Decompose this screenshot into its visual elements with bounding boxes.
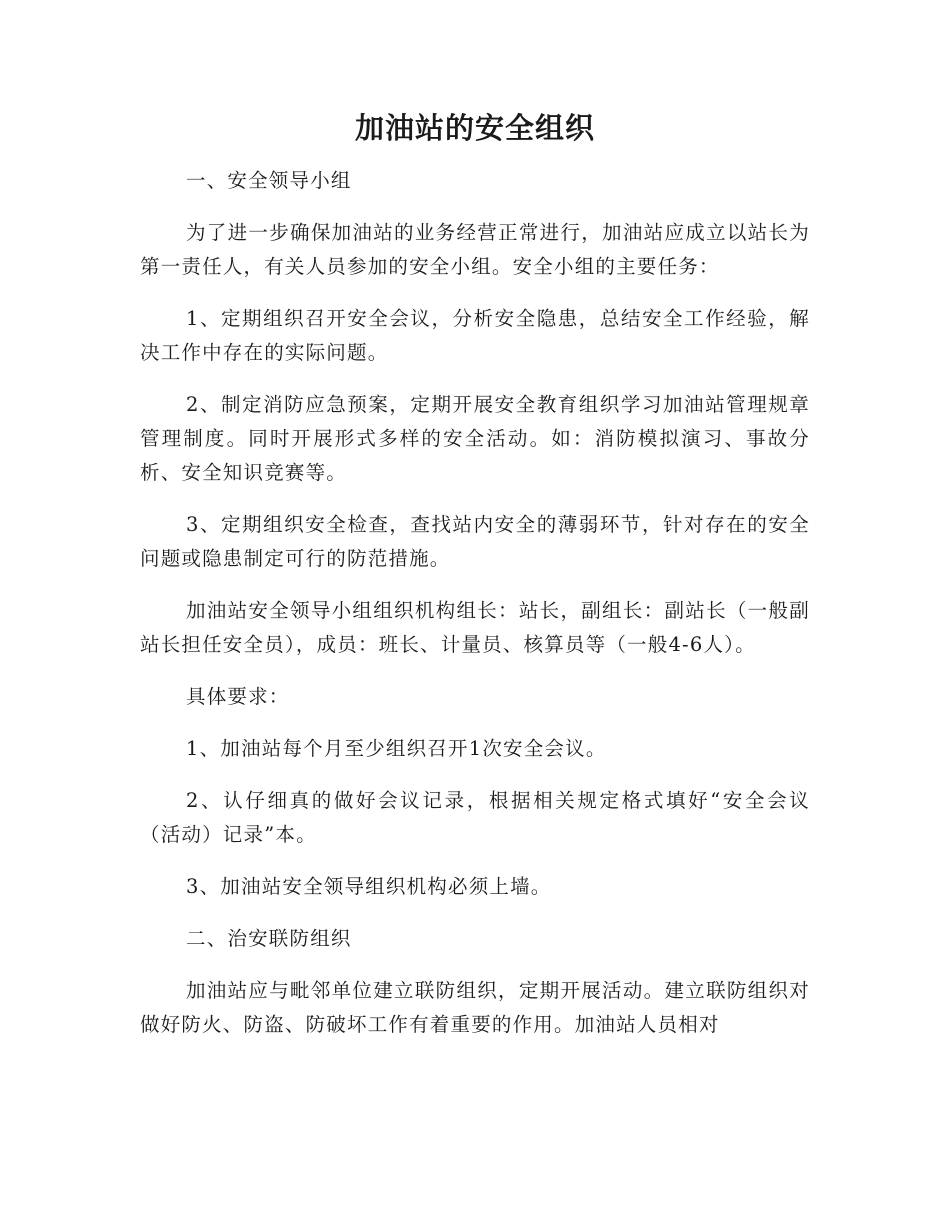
section-heading-security-joint-defense: 二、治安联防组织 bbox=[186, 927, 352, 950]
paragraph-intro: 为了进一步确保加油站的业务经营正常进行，加油站应成立以站长为第一责任人，有关人员参加的安全小组。安全小组的主要任务： bbox=[140, 221, 810, 278]
list-item-requirement-2: 2、认仔细真的做好会议记录，根据相关规定格式填好“安全会议（活动）记录”本。 bbox=[140, 789, 810, 846]
paragraph-joint-defense: 加油站应与毗邻单位建立联防组织，定期开展活动。建立联防组织对做好防火、防盗、防破坏工作有着重要的作用。加油站人员相对 bbox=[140, 979, 810, 1036]
list-item-task-2: 2、制定消防应急预案，定期开展安全教育组织学习加油站管理规章管理制度。同时开展形式多样的安全活动。如：消防模拟演习、事故分析、安全知识竞赛等。 bbox=[140, 393, 810, 484]
section-heading-safety-leadership-group: 一、安全领导小组 bbox=[186, 169, 352, 192]
list-item-requirement-1: 1、加油站每个月至少组织召开1次安全会议。 bbox=[186, 737, 607, 760]
paragraph-organization: 加油站安全领导小组组织机构组长：站长，副组长：副站长（一般副站长担任安全员），成员：班长、计量员、核算员等（一般4-6人）。 bbox=[140, 599, 810, 656]
list-item-task-1: 1、定期组织召开安全会议，分析安全隐患，总结安全工作经验，解决工作中存在的实际问题。 bbox=[140, 307, 810, 364]
document-title: 加油站的安全组织 bbox=[354, 111, 595, 145]
document-body bbox=[140, 164, 810, 1042]
list-item-requirement-3: 3、加油站安全领导组织机构必须上墙。 bbox=[186, 875, 552, 898]
list-item-task-3: 3、定期组织安全检查，查找站内安全的薄弱环节，针对存在的安全问题或隐患制定可行的防范措施。 bbox=[140, 513, 810, 570]
subheading-requirements: 具体要求： bbox=[186, 685, 290, 708]
